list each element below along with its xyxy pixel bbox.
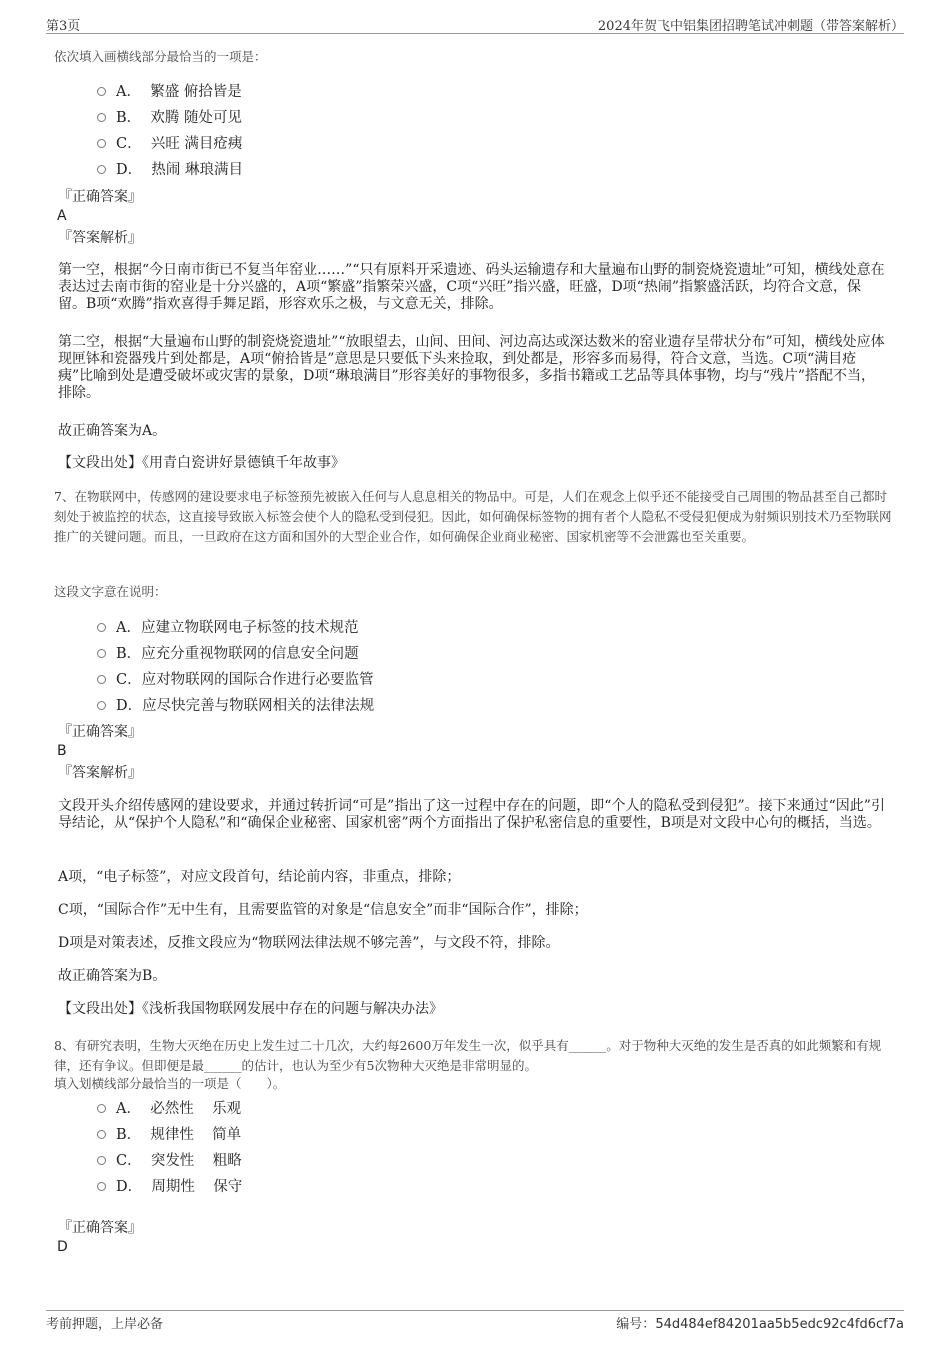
header-divider: [46, 33, 904, 34]
q7-conclusion: 故正确答案为B。: [58, 968, 167, 984]
option-label: D． 周期性 保守: [116, 1179, 243, 1195]
radio-icon[interactable]: [97, 1130, 106, 1139]
q7-answer: B: [57, 743, 67, 759]
q6-analysis-p2: 第二空，根据“大量遍布山野的制瓷烧瓷遗址”“放眼望去，山间、田间、河边高达或深达数米的窑业遗存呈带状分布”可知，横线处应体现匣钵和瓷器残片到处都是，A项“俯拾皆是”意思是只要低下头来捡取，到处都是，形容多而易得，符合文意，当选。C项“满目疮痍”比喻到处是遭受破坏或灾害的景象，D项“琳琅满目”形容美好的事物很多，多指书籍或工艺品等具体事物，均与“残片”搭配不当，排除。: [58, 334, 885, 401]
q7-option-c[interactable]: [97, 671, 374, 689]
q8-option-d[interactable]: [97, 1178, 242, 1196]
document-title: 2024年贺飞中铝集团招聘笔试冲刺题（带答案解析）: [597, 19, 904, 34]
q7-analysis-p3: C项，“国际合作”无中生有，且需要监管的对象是“信息安全”而非“国际合作”，排除；: [58, 902, 588, 918]
radio-icon[interactable]: [97, 139, 106, 148]
q7-option-a[interactable]: [97, 619, 358, 637]
footer-code: [616, 1313, 904, 1332]
q6-option-d[interactable]: [97, 161, 243, 179]
q6-answer: A: [57, 208, 67, 224]
q7-option-b[interactable]: [97, 645, 359, 663]
footer-code-label: 编号：: [616, 1317, 656, 1332]
q8-answer: D: [57, 1239, 68, 1255]
q8-prompt: 填入划横线部分最恰当的一项是（ ）。: [54, 1076, 286, 1091]
q7-answer-label: 『正确答案』: [58, 724, 142, 740]
q8-answer-label: 『正确答案』: [58, 1220, 142, 1236]
radio-icon[interactable]: [97, 623, 106, 632]
option-label: B．应充分重视物联网的信息安全问题: [116, 646, 359, 662]
option-label: C．应对物联网的国际合作进行必要监管: [116, 672, 374, 688]
q8-option-a[interactable]: [97, 1100, 241, 1118]
option-label: C． 突发性 粗略: [116, 1153, 242, 1169]
q7-analysis-p1: 文段开头介绍传感网的建设要求，并通过转折词“可是”指出了这一过程中存在的问题，即“个人的隐私受到侵犯”。接下来通过“因此”引导结论，从“保护个人隐私”和“确保企业秘密、国家机密”两个方面指出了保护私密信息的重要性，B项是对文段中心句的概括，当选。: [58, 798, 885, 831]
option-label: D．应尽快完善与物联网相关的法律法规: [116, 698, 375, 714]
radio-icon[interactable]: [97, 113, 106, 122]
option-label: C． 兴旺 满目疮痍: [116, 136, 243, 152]
radio-icon[interactable]: [97, 1182, 106, 1191]
option-label: A． 必然性 乐观: [116, 1101, 242, 1117]
q6-option-a[interactable]: [97, 83, 242, 101]
q7-prompt: 这段文字意在说明：: [54, 584, 167, 599]
radio-icon[interactable]: [97, 675, 106, 684]
radio-icon[interactable]: [97, 701, 106, 710]
q8-stem: 8、有研究表明，生物大灭绝在历史上发生过二十几次，大约每2600万年发生一次，似乎具有______。对于物种大灭绝的发生是否真的如此频繁和有规律，还有争议。但即便是最______的估计，也认为至少有5次物种大灭绝是非常明显的。: [54, 1038, 882, 1073]
q6-conclusion: 故正确答案为A。: [58, 423, 167, 439]
q8-option-c[interactable]: [97, 1152, 242, 1170]
option-label: A． 繁盛 俯拾皆是: [116, 84, 242, 100]
footer-code-value: 54d484ef84201aa5b5edc92c4fd6cf7a: [655, 1317, 904, 1332]
q6-prompt: 依次填入画横线部分最恰当的一项是：: [54, 49, 267, 64]
q6-option-c[interactable]: [97, 135, 242, 153]
q6-analysis-label: 『答案解析』: [58, 230, 142, 246]
radio-icon[interactable]: [97, 1104, 106, 1113]
footer-slogan: 考前押题，上岸必备: [46, 1317, 164, 1332]
q6-analysis-p1: 第一空，根据“今日南市街已不复当年窑业……”“只有原料开采遗迹、码头运输遗存和大量遍布山野的制瓷烧瓷遗址”可知，横线处意在表达过去南市街的窑业是十分兴盛的，A项“繁盛”指繁荣兴盛，C项“兴旺”指兴盛，旺盛，D项“热闹”指繁盛活跃，均符合文意，保留。B项“欢腾”指欢喜得手舞足蹈，形容欢乐之极，与文意无关，排除。: [58, 262, 885, 312]
option-label: A．应建立物联网电子标签的技术规范: [116, 620, 359, 636]
q7-analysis-p4: D项是对策表述，反推文段应为“物联网法律法规不够完善”，与文段不符，排除。: [58, 935, 560, 951]
radio-icon[interactable]: [97, 87, 106, 96]
radio-icon[interactable]: [97, 649, 106, 658]
q6-source: 【文段出处】《用青白瓷讲好景德镇千年故事》: [58, 455, 345, 471]
radio-icon[interactable]: [97, 1156, 106, 1165]
option-label: B． 规律性 简单: [116, 1127, 242, 1143]
page-number: 第3页: [46, 19, 81, 34]
q8-option-b[interactable]: [97, 1126, 241, 1144]
q7-analysis-label: 『答案解析』: [58, 765, 142, 781]
q6-answer-label: 『正确答案』: [58, 189, 142, 205]
q7-option-d[interactable]: [97, 697, 374, 715]
q7-source: 【文段出处】《浅析我国物联网发展中存在的问题与解决办法》: [58, 1001, 443, 1017]
radio-icon[interactable]: [97, 165, 106, 174]
option-label: D． 热闹 琳琅满目: [116, 162, 243, 178]
option-label: B． 欢腾 随处可见: [116, 110, 242, 126]
q7-stem: 7、在物联网中，传感网的建设要求电子标签预先被嵌入任何与人息息相关的物品中。可是，人们在观念上似乎还不能接受自己周围的物品甚至自己都时刻处于被监控的状态，这直接导致嵌入标签会使个人的隐私受到侵犯。因此，如何确保标签物的拥有者个人隐私不受侵犯便成为射频识别技术乃至物联网推广的关键问题。而且，一旦政府在这方面和国外的大型企业合作，如何确保企业商业秘密、国家机密等不会泄露也至关重要。: [54, 489, 892, 544]
footer-divider: [46, 1310, 904, 1311]
q7-analysis-p2: A项，“电子标签”，对应文段首句，结论前内容，非重点，排除；: [58, 869, 461, 885]
q6-option-b[interactable]: [97, 109, 242, 127]
